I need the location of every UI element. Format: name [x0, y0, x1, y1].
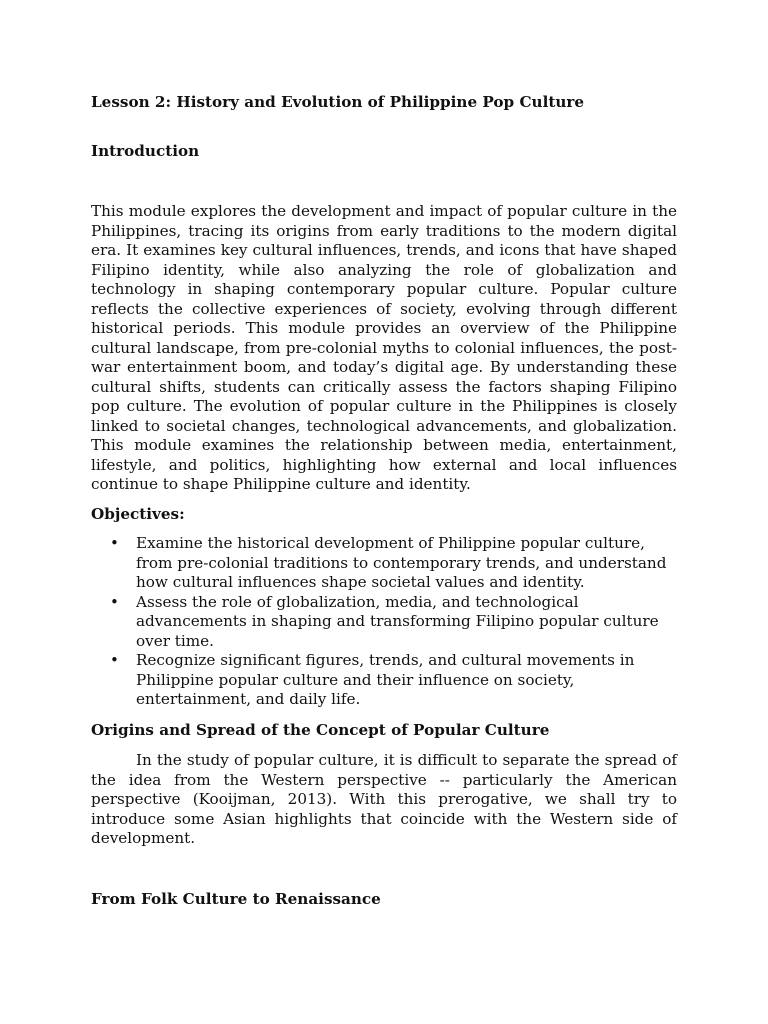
bullet-icon: •	[110, 651, 119, 669]
origins-paragraph: In the study of popular culture, it is difficult to separate the spread of the idea from the Western perspective -- particularly the American perspective (Kooijman, 2013). With this prerogative, we shall try to introduce some Asian highlights that coincide with the Western side of development.	[91, 751, 677, 847]
objective-text: Assess the role of globalization, media, and technological advancements in shaping and transforming Filipino popular culture over time.	[136, 592, 659, 650]
introduction-paragraph: This module explores the development and impact of popular culture in the Philippines, tracing its origins from early traditions to the modern digital era. It examines key cultural influences, trends, and icons that have shaped Filipino identity, while also analyzing the role of globalization and technology in shaping contemporary popular culture. Popular culture reflects the collective experiences of society, evolving through different historical periods. This module provides an overview of the Philippine cultural landscape, from pre-colonial myths to colonial influences, the post-war entertainment boom, and today’s digital age. By understanding these cultural shifts, students can critically assess the factors shaping Filipino pop culture. The evolution of popular culture in the Philippines is closely linked to societal changes, technological advancements, and globalization. This module examines the relationship between media, entertainment, lifestyle, and politics, highlighting how external and local influences continue to shape Philippine culture and identity.	[91, 202, 677, 493]
lesson-title: Lesson 2: History and Evolution of Philippine Pop Culture	[91, 93, 585, 111]
introduction-heading: Introduction	[91, 142, 200, 160]
objective-item	[91, 534, 676, 593]
folk-culture-heading: From Folk Culture to Renaissance	[91, 890, 381, 908]
bullet-icon: •	[110, 592, 119, 611]
objectives-heading: Objectives:	[91, 505, 185, 523]
objective-text: Examine the historical development of Philippine popular culture, from pre-colonial traditions to contemporary trends, and understand how cultural influences shape societal values and identity.	[136, 534, 667, 591]
objectives-list	[91, 534, 677, 710]
origins-heading: Origins and Spread of the Concept of Popular Culture	[91, 721, 550, 739]
bullet-icon: •	[110, 534, 119, 552]
objective-text: Recognize significant figures, trends, and cultural movements in Philippine popular culture and their influence on society, entertainment, and daily life.	[136, 651, 635, 708]
objective-item	[91, 651, 676, 710]
objective-item	[91, 593, 676, 652]
